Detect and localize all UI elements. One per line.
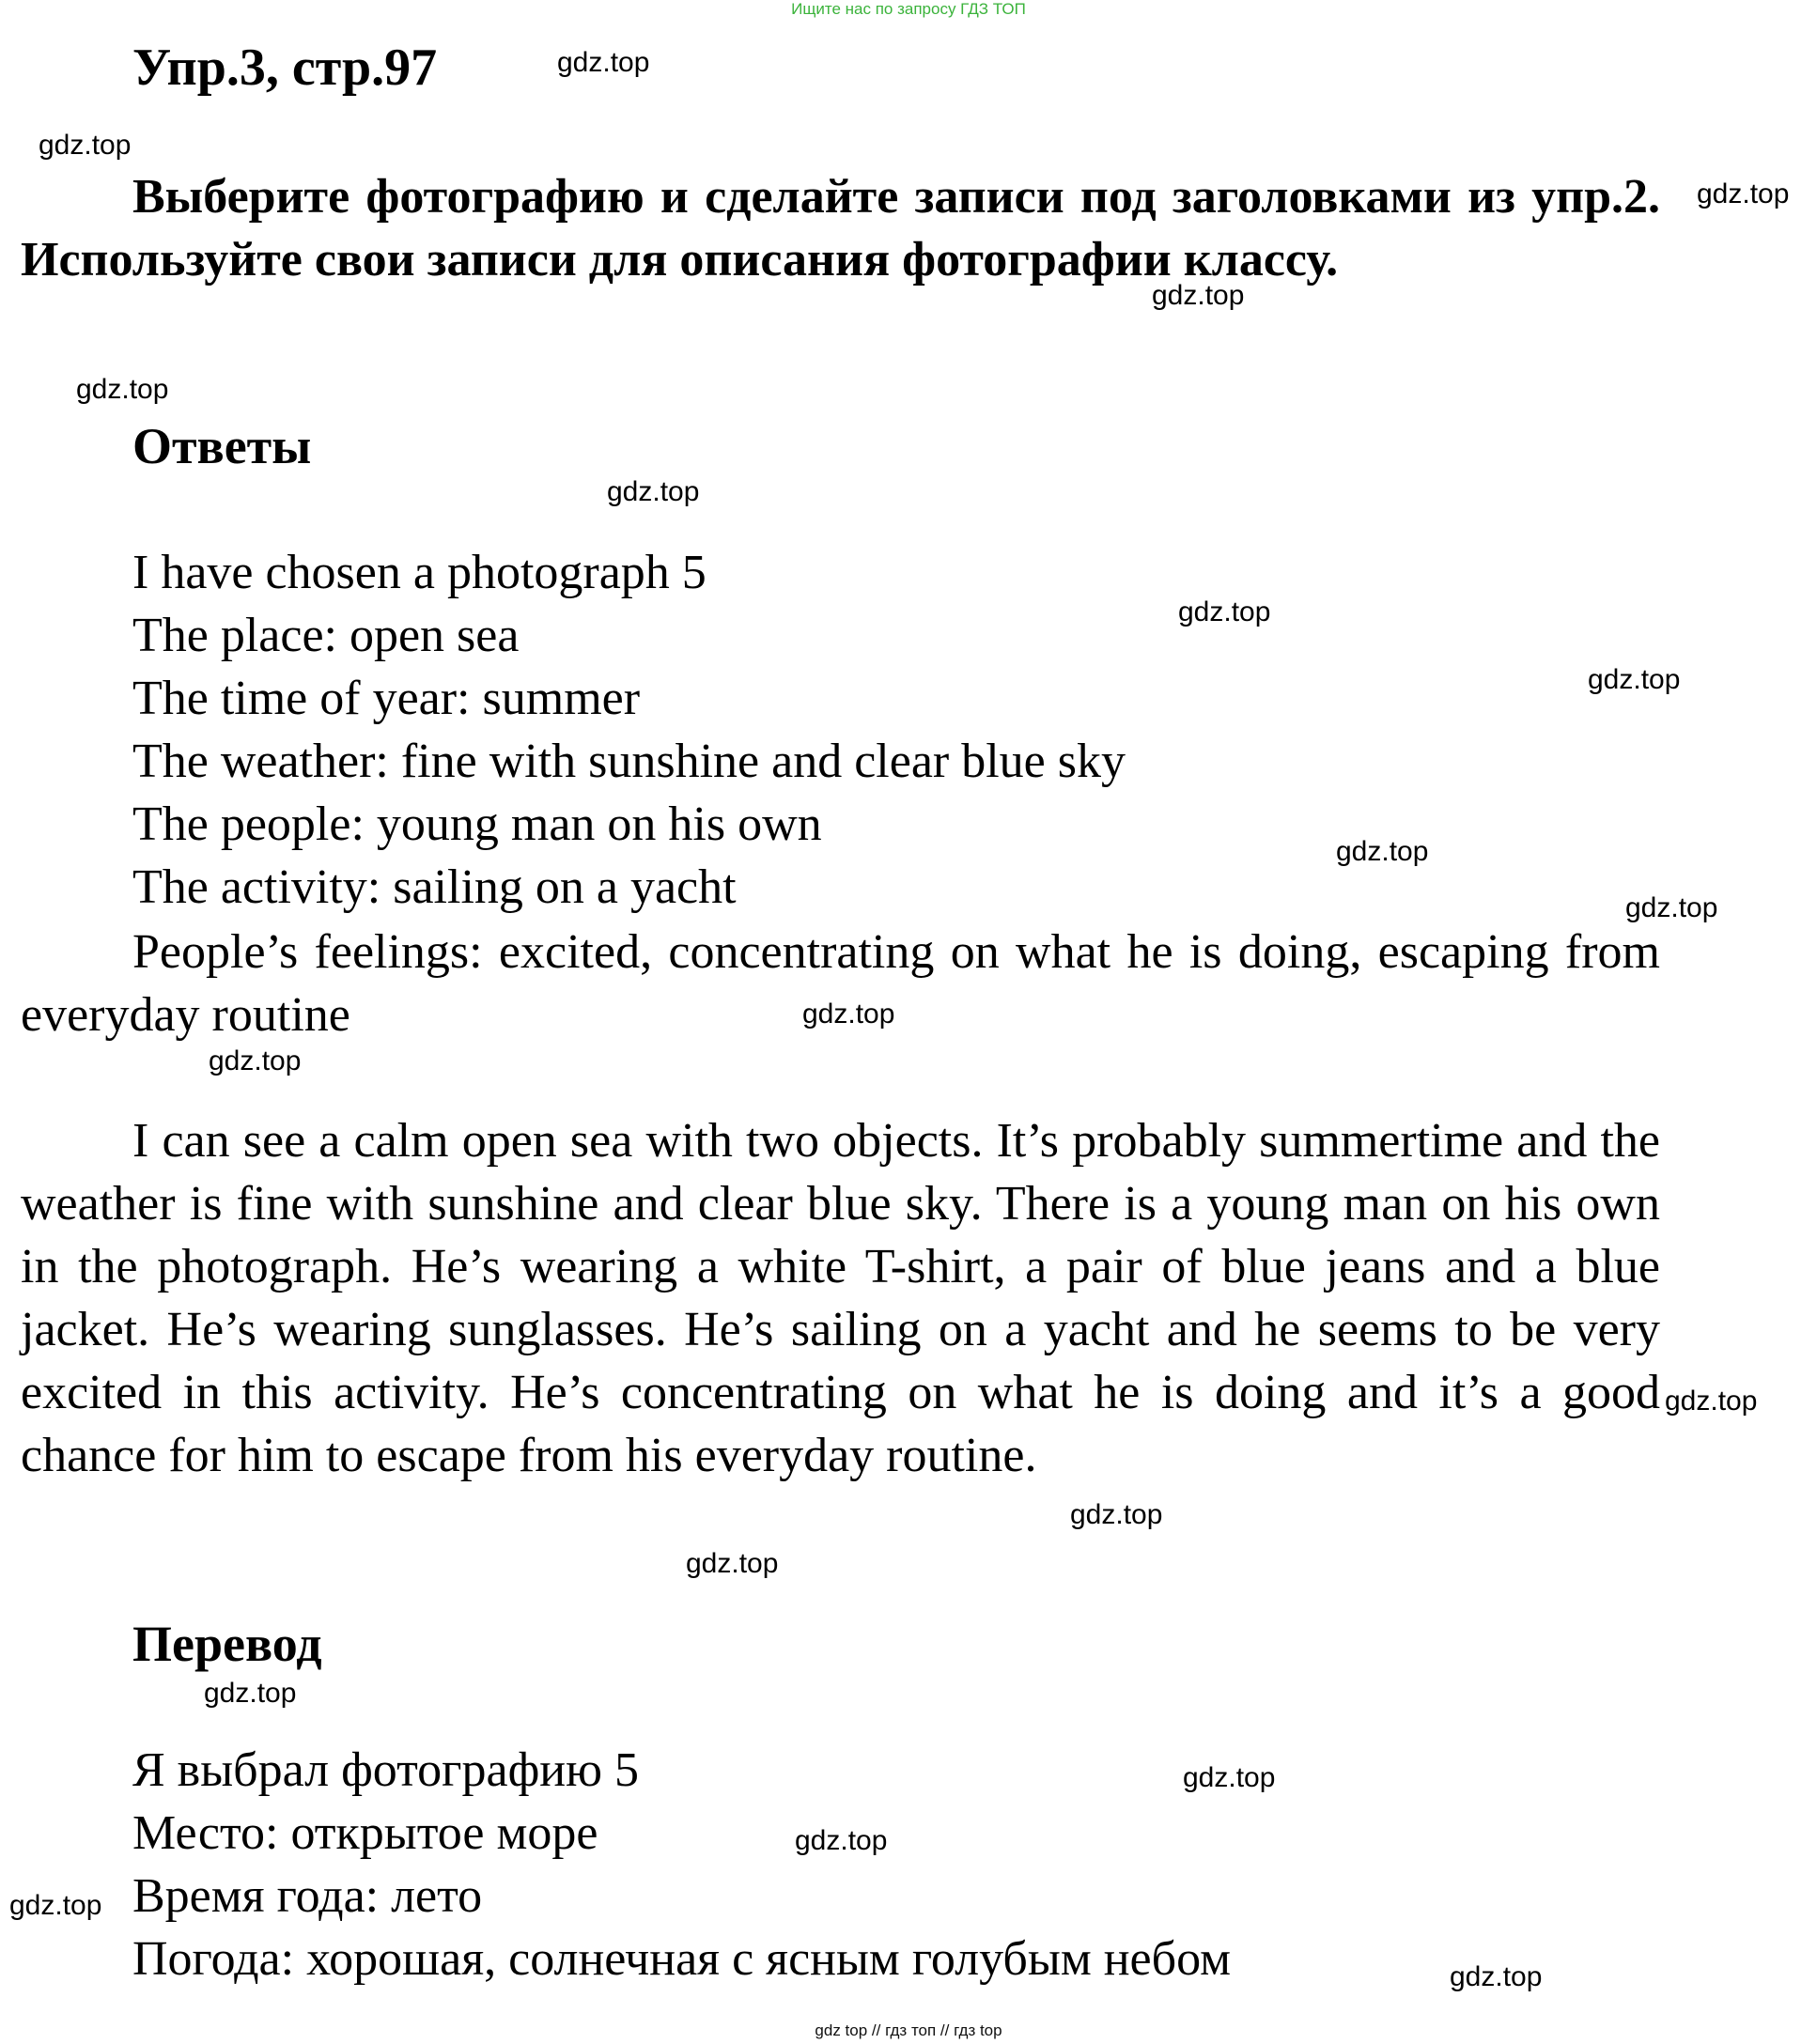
watermark: gdz.top xyxy=(607,476,700,507)
feelings-text: People’s feelings: excited, concentrating on what he is doing, escaping from everyday routine xyxy=(21,925,1660,1042)
watermark: gdz.top xyxy=(795,1825,888,1856)
note-line: The activity: sailing on a yacht xyxy=(132,860,737,914)
task-text-content: Выберите фотографию и сделайте записи под заголовками из упр.2. Используйте свои записи для описания фотографии классу. xyxy=(21,170,1660,286)
description-paragraph xyxy=(21,1109,1660,1487)
watermark: gdz.top xyxy=(1450,1961,1543,1992)
watermark: gdz.top xyxy=(686,1548,779,1579)
watermark: gdz.top xyxy=(209,1045,302,1076)
watermark: gdz.top xyxy=(9,1890,102,1921)
watermark: gdz.top xyxy=(1336,836,1429,867)
translation-line: Место: открытое море xyxy=(132,1806,598,1860)
note-line: I have chosen a photograph 5 xyxy=(132,546,707,599)
translation-line: Время года: лето xyxy=(132,1869,483,1923)
task-text xyxy=(21,165,1660,291)
watermark: gdz.top xyxy=(1178,596,1271,627)
translation-line: Я выбрал фотографию 5 xyxy=(132,1743,639,1797)
watermark: gdz.top xyxy=(1070,1499,1163,1530)
translation-line: Погода: хорошая, солнечная с ясным голубым небом xyxy=(132,1932,1232,1986)
watermark: gdz.top xyxy=(1665,1386,1758,1417)
watermark: gdz.top xyxy=(1625,892,1718,923)
note-line: The time of year: summer xyxy=(132,672,641,725)
watermark: gdz.top xyxy=(1588,664,1681,695)
watermark: gdz.top xyxy=(39,130,132,161)
watermark: gdz.top xyxy=(1697,178,1790,209)
watermark: gdz.top xyxy=(76,374,169,405)
translation-heading: Перевод xyxy=(132,1616,322,1672)
note-line: The people: young man on his own xyxy=(132,797,822,851)
answers-heading: Ответы xyxy=(132,418,312,474)
note-line: The place: open sea xyxy=(132,609,520,662)
description-text: I can see a calm open sea with two objects. It’s probably summertime and the weather is fine with sunshine and clear blue sky. There is a young man on his own in the photograph. He’s wearing a white T-shirt, a pair of blue jeans and a blue jacket. He’s wearing sunglasses. He’s sailing on a yacht and he seems to be very excited in this activity. He’s concentrating on what he is doing and it’s a good chance for him to escape from his everyday routine. xyxy=(21,1114,1660,1482)
watermark: gdz.top xyxy=(1152,280,1245,311)
top-banner[interactable]: Ищите нас по запросу ГДЗ ТОП xyxy=(791,0,1026,18)
watermark: gdz.top xyxy=(557,47,650,78)
note-line: The weather: fine with sunshine and clear blue sky xyxy=(132,735,1126,788)
watermark: gdz.top xyxy=(204,1678,297,1709)
watermark: gdz.top xyxy=(1183,1762,1276,1793)
watermark: gdz.top xyxy=(802,999,895,1030)
footer-links[interactable]: gdz top // гдз топ // гдз top xyxy=(815,2021,1002,2039)
exercise-title: Упр.3, стр.97 xyxy=(132,39,438,97)
